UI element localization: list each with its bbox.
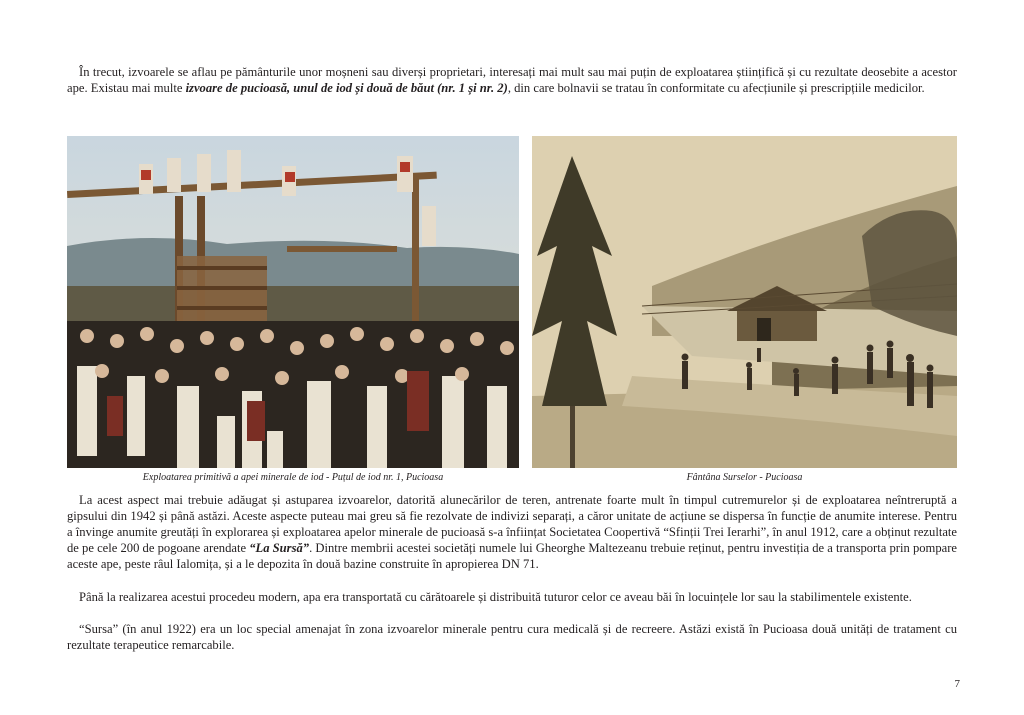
caption-springs-fountain: Fântâna Surselor - Pucioasa	[686, 472, 803, 483]
paragraph-text: . Dintre membrii acestei societăți numele lui Gheorghe Maltezeanu trebuie reținut, pentru investiția de a transporta prin pompare aceste ape, peste râul Ialomița, și a le depozita în două bazine construite în apropierea DN 71.	[67, 541, 958, 571]
paragraph-sursa: “Sursa” (în anul 1922) era un loc special amenajat în zona izvoarelor minerale pentru cura medicală și de recreere. Astăzi există în Pucioasa două unități de tratament cu rezultate terapeutice remarcabile.	[67, 622, 957, 652]
photo-springs-fountain-image	[532, 136, 957, 468]
photo-iodine-well-image	[67, 136, 519, 468]
photo-springs-fountain	[532, 136, 957, 468]
page-number: 7	[954, 678, 960, 690]
paragraph-intro	[67, 64, 957, 96]
paragraph-emphasis: “La Sursă”	[249, 541, 310, 555]
photo-iodine-well	[67, 136, 519, 468]
paragraph-text: În trecut, izvoarele se aflau pe pământurile unor moșneni sau diverși proprietari, interesați mai mult sau mai puțin de exploatarea științifică și cu rezultate deosebite a acestor ape. Existau mai multe	[67, 65, 957, 95]
paragraph-transport: Până la realizarea acestui procedeu modern, apa era transportată cu cărătoarele și distribuită tuturor celor ce aveau băi în locuințele lor sau la stabilimentele existente.	[79, 590, 912, 604]
paragraph-text: , din care bolnavii se tratau în conformitate cu afecțiunile și prescripțiile medicilor.	[507, 81, 925, 95]
caption-iodine-well: Exploatarea primitivă a apei minerale de iod - Puțul de iod nr. 1, Pucioasa	[142, 472, 444, 483]
paragraph-history	[67, 492, 957, 572]
paragraph-emphasis: izvoare de pucioasă, unul de iod și două de băut (nr. 1 și nr. 2)	[185, 81, 508, 95]
paragraph-text: La acest aspect mai trebuie adăugat și astuparea izvoarelor, datorită alunecărilor de teren, antrenate foarte mult în timpul cutremurelor și de exploatarea neîntreruptă a gipsului din 1942 și până astăzi. Aceste aspecte puteau mai greu să fie rezolvate de indivizi separați, a căror unitate de acțiune se dispersa în funcție de anumite interese. Pentru a învinge anumite greutăți în explorarea și exploatarea apelor minerale de pucioasă s-a înființat Societatea Coopertivă “Sfinții Trei Ierarhi”, în anul 1912, care a obținut rezultate de pe cele 200 de pogoane arendate	[67, 493, 957, 555]
